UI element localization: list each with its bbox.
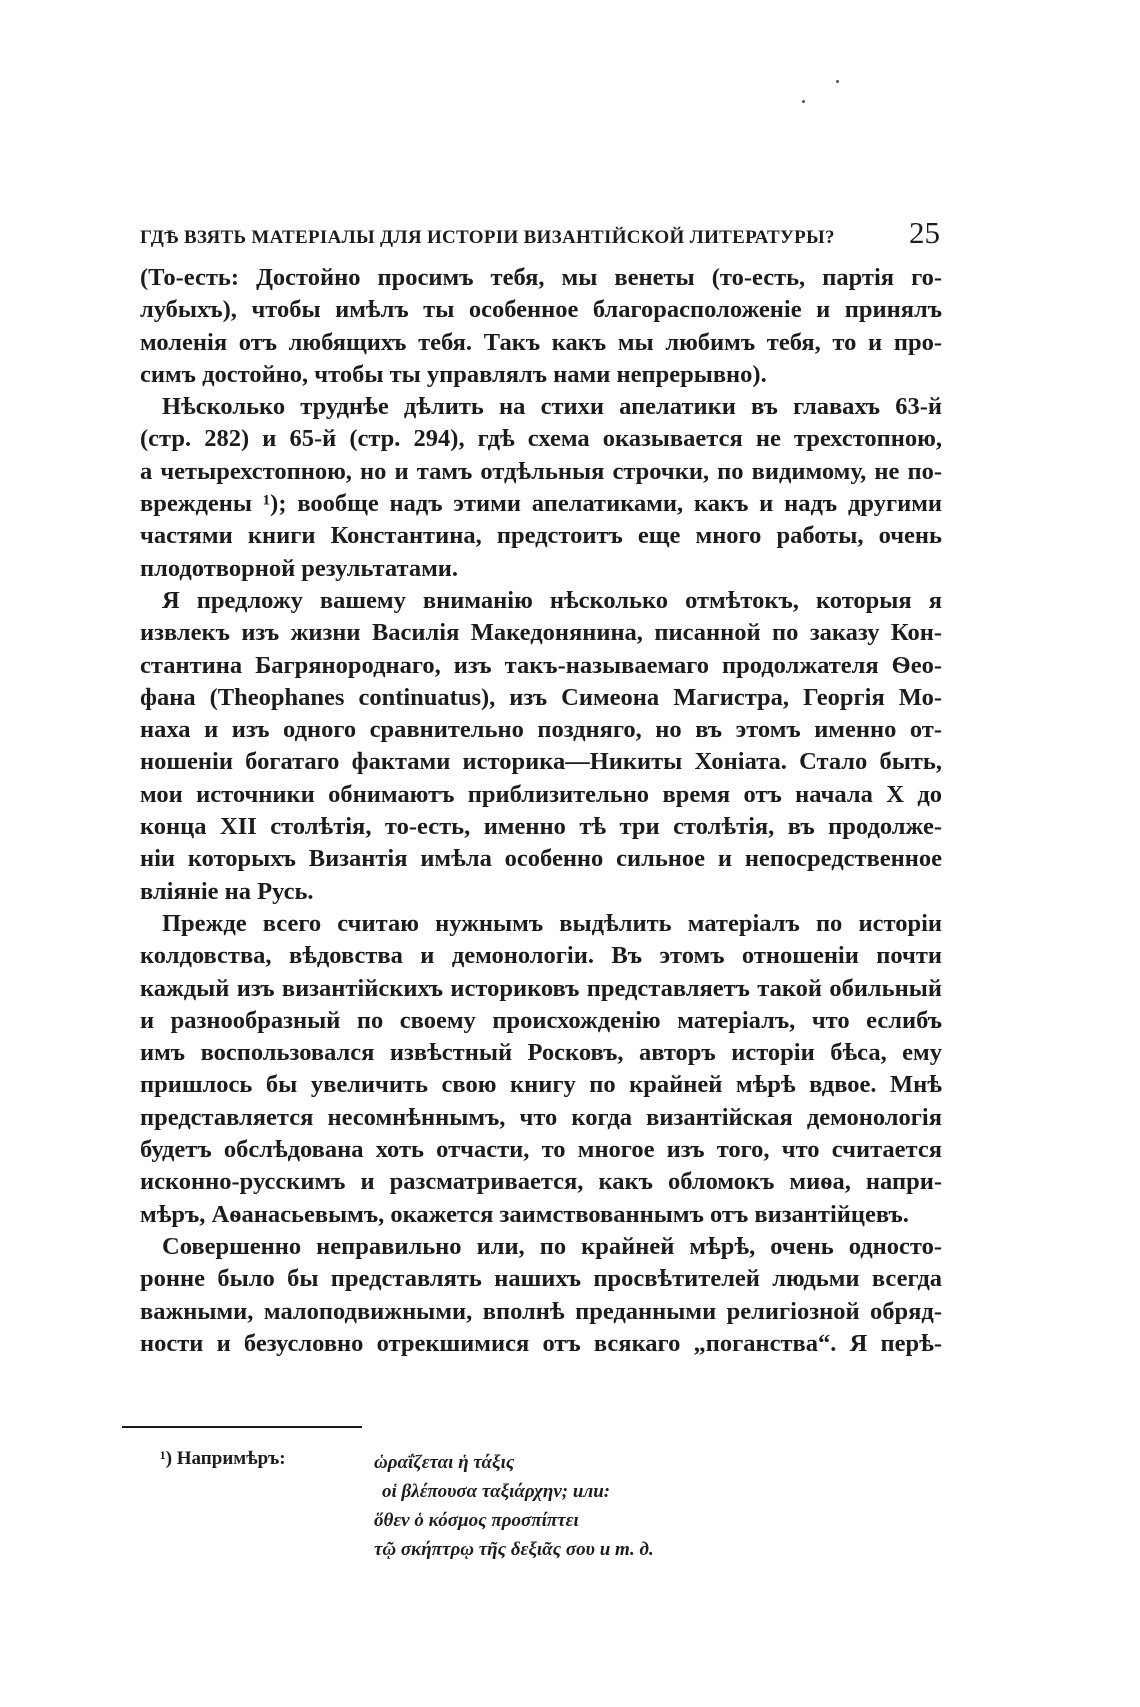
text-line: каждый изъ византійскихъ историковъ представляетъ такой обильный: [140, 974, 942, 1002]
footnote-line: τῷ σκήπτρῳ τῆς δεξιᾶς σου и т. д.: [374, 1539, 654, 1560]
footnote-line: οἱ βλέπουσα ταξιάρχην; или:: [382, 1481, 611, 1502]
text-line: Я предложу вашему вниманію нѣсколько отмѣтокъ, которыя я: [162, 586, 942, 614]
paragraph-4: [140, 908, 942, 1231]
paragraph-1: [140, 262, 942, 391]
text-line: будетъ обслѣдована хоть отчасти, то многое изъ того, что считается: [140, 1136, 942, 1164]
paragraph-2: [140, 391, 942, 585]
text-line: исконно-русскимъ и разсматривается, какъ обломокъ миѳа, напри-: [140, 1168, 942, 1196]
text-line: (стр. 282) и 65-й (стр. 294), гдѣ схема оказывается не трехстопною,: [140, 425, 942, 453]
scan-speck: [802, 100, 805, 103]
text-line: моленія отъ любящихъ тебя. Такъ какъ мы любимъ тебя, то и про-: [140, 328, 942, 356]
paragraph-5: [140, 1231, 942, 1360]
text-line: представляется несомнѣннымъ, что когда византійская демонологія: [140, 1103, 942, 1131]
scan-speck: [836, 80, 839, 83]
text-line: мои источники обнимаютъ приблизительно время отъ начала X до: [140, 780, 942, 808]
footnote-marker: ¹) Напримѣръ:: [160, 1448, 286, 1469]
text-line: извлекъ изъ жизни Василія Македонянина, писанной по заказу Кон-: [140, 619, 942, 647]
text-line: мѣръ, Аѳанасьевымъ, окажется заимствованнымъ отъ византійцевъ.: [140, 1200, 909, 1228]
body-text: [140, 262, 942, 1360]
text-line: плодотворной результатами.: [140, 554, 459, 582]
footnote-line: ὡραΐζεται ἡ τάξις: [374, 1452, 515, 1473]
text-line: ношеніи богатаго фактами историка—Никиты Хоніата. Стало быть,: [140, 748, 942, 776]
text-line: Прежде всего считаю нужнымъ выдѣлить матеріалъ по исторіи: [162, 909, 942, 937]
text-line: имъ воспользовался извѣстный Росковъ, авторъ исторіи бѣса, ему: [140, 1039, 942, 1067]
running-title: ГДѢ ВЗЯТЬ МАТЕРІАЛЫ ДЛЯ ИСТОРІИ ВИЗАНТІЙСКОЙ ЛИТЕРАТУРЫ?: [140, 227, 835, 248]
text-line: а четырехстопною, но и тамъ отдѣльныя строчки, по видимому, не по-: [140, 457, 942, 485]
text-line: ронне было бы представлять нашихъ просвѣтителей людьми всегда: [140, 1265, 942, 1293]
footnote-greek-verse: [374, 1448, 874, 1564]
text-line: лубыхъ), чтобы имѣлъ ты особенное благорасположеніе и принялъ: [140, 296, 942, 324]
footnote-line: ὅθεν ὁ κόσμος προσπίπτει: [374, 1510, 579, 1531]
text-line: Нѣсколько труднѣе дѣлить на стихи апелатики въ главахъ 63-й: [162, 393, 942, 421]
text-line: и разнообразный по своему происхожденію матеріалъ, что еслибъ: [140, 1006, 942, 1034]
text-line: конца XII столѣтія, то-есть, именно тѣ три столѣтія, въ продолже-: [140, 813, 942, 841]
footnote-rule: [122, 1426, 362, 1428]
paragraph-3: [140, 585, 942, 908]
text-line: пришлось бы увеличить свою книгу по крайней мѣрѣ вдвое. Мнѣ: [140, 1071, 942, 1099]
text-line: ности и безусловно отрекшимися отъ всякаго „поганства“. Я перѣ-: [140, 1329, 942, 1357]
text-line: колдовства, вѣдовства и демонологіи. Въ этомъ отношеніи почти: [140, 942, 942, 970]
page-number: 25: [909, 215, 940, 250]
text-line: вреждены ¹); вообще надъ этими апелатиками, какъ и надъ другими: [140, 490, 942, 518]
text-line: стантина Багрянороднаго, изъ такъ-называемаго продолжателя Ѳео-: [140, 651, 942, 679]
text-line: (То-есть: Достойно просимъ тебя, мы венеты (то-есть, партія го-: [140, 264, 942, 291]
text-line: вліяніе на Русь.: [140, 877, 314, 905]
page-header: [140, 215, 940, 251]
text-line: частями книги Константина, предстоитъ еще много работы, очень: [140, 522, 942, 550]
text-line: фана (Theophanes continuatus), изъ Симеона Магистра, Георгія Мо-: [140, 683, 942, 711]
text-line: ніи которыхъ Византія имѣла особенно сильное и непосредственное: [140, 845, 942, 873]
text-line: симъ достойно, чтобы ты управлялъ нами непрерывно).: [140, 360, 767, 388]
text-line: наха и изъ одного сравнительно поздняго, но въ этомъ именно от-: [140, 716, 942, 744]
text-line: важными, малоподвижными, вполнѣ преданными религіозной обряд-: [140, 1297, 942, 1325]
text-line: Совершенно неправильно или, по крайней мѣрѣ, очень односто-: [162, 1232, 942, 1260]
